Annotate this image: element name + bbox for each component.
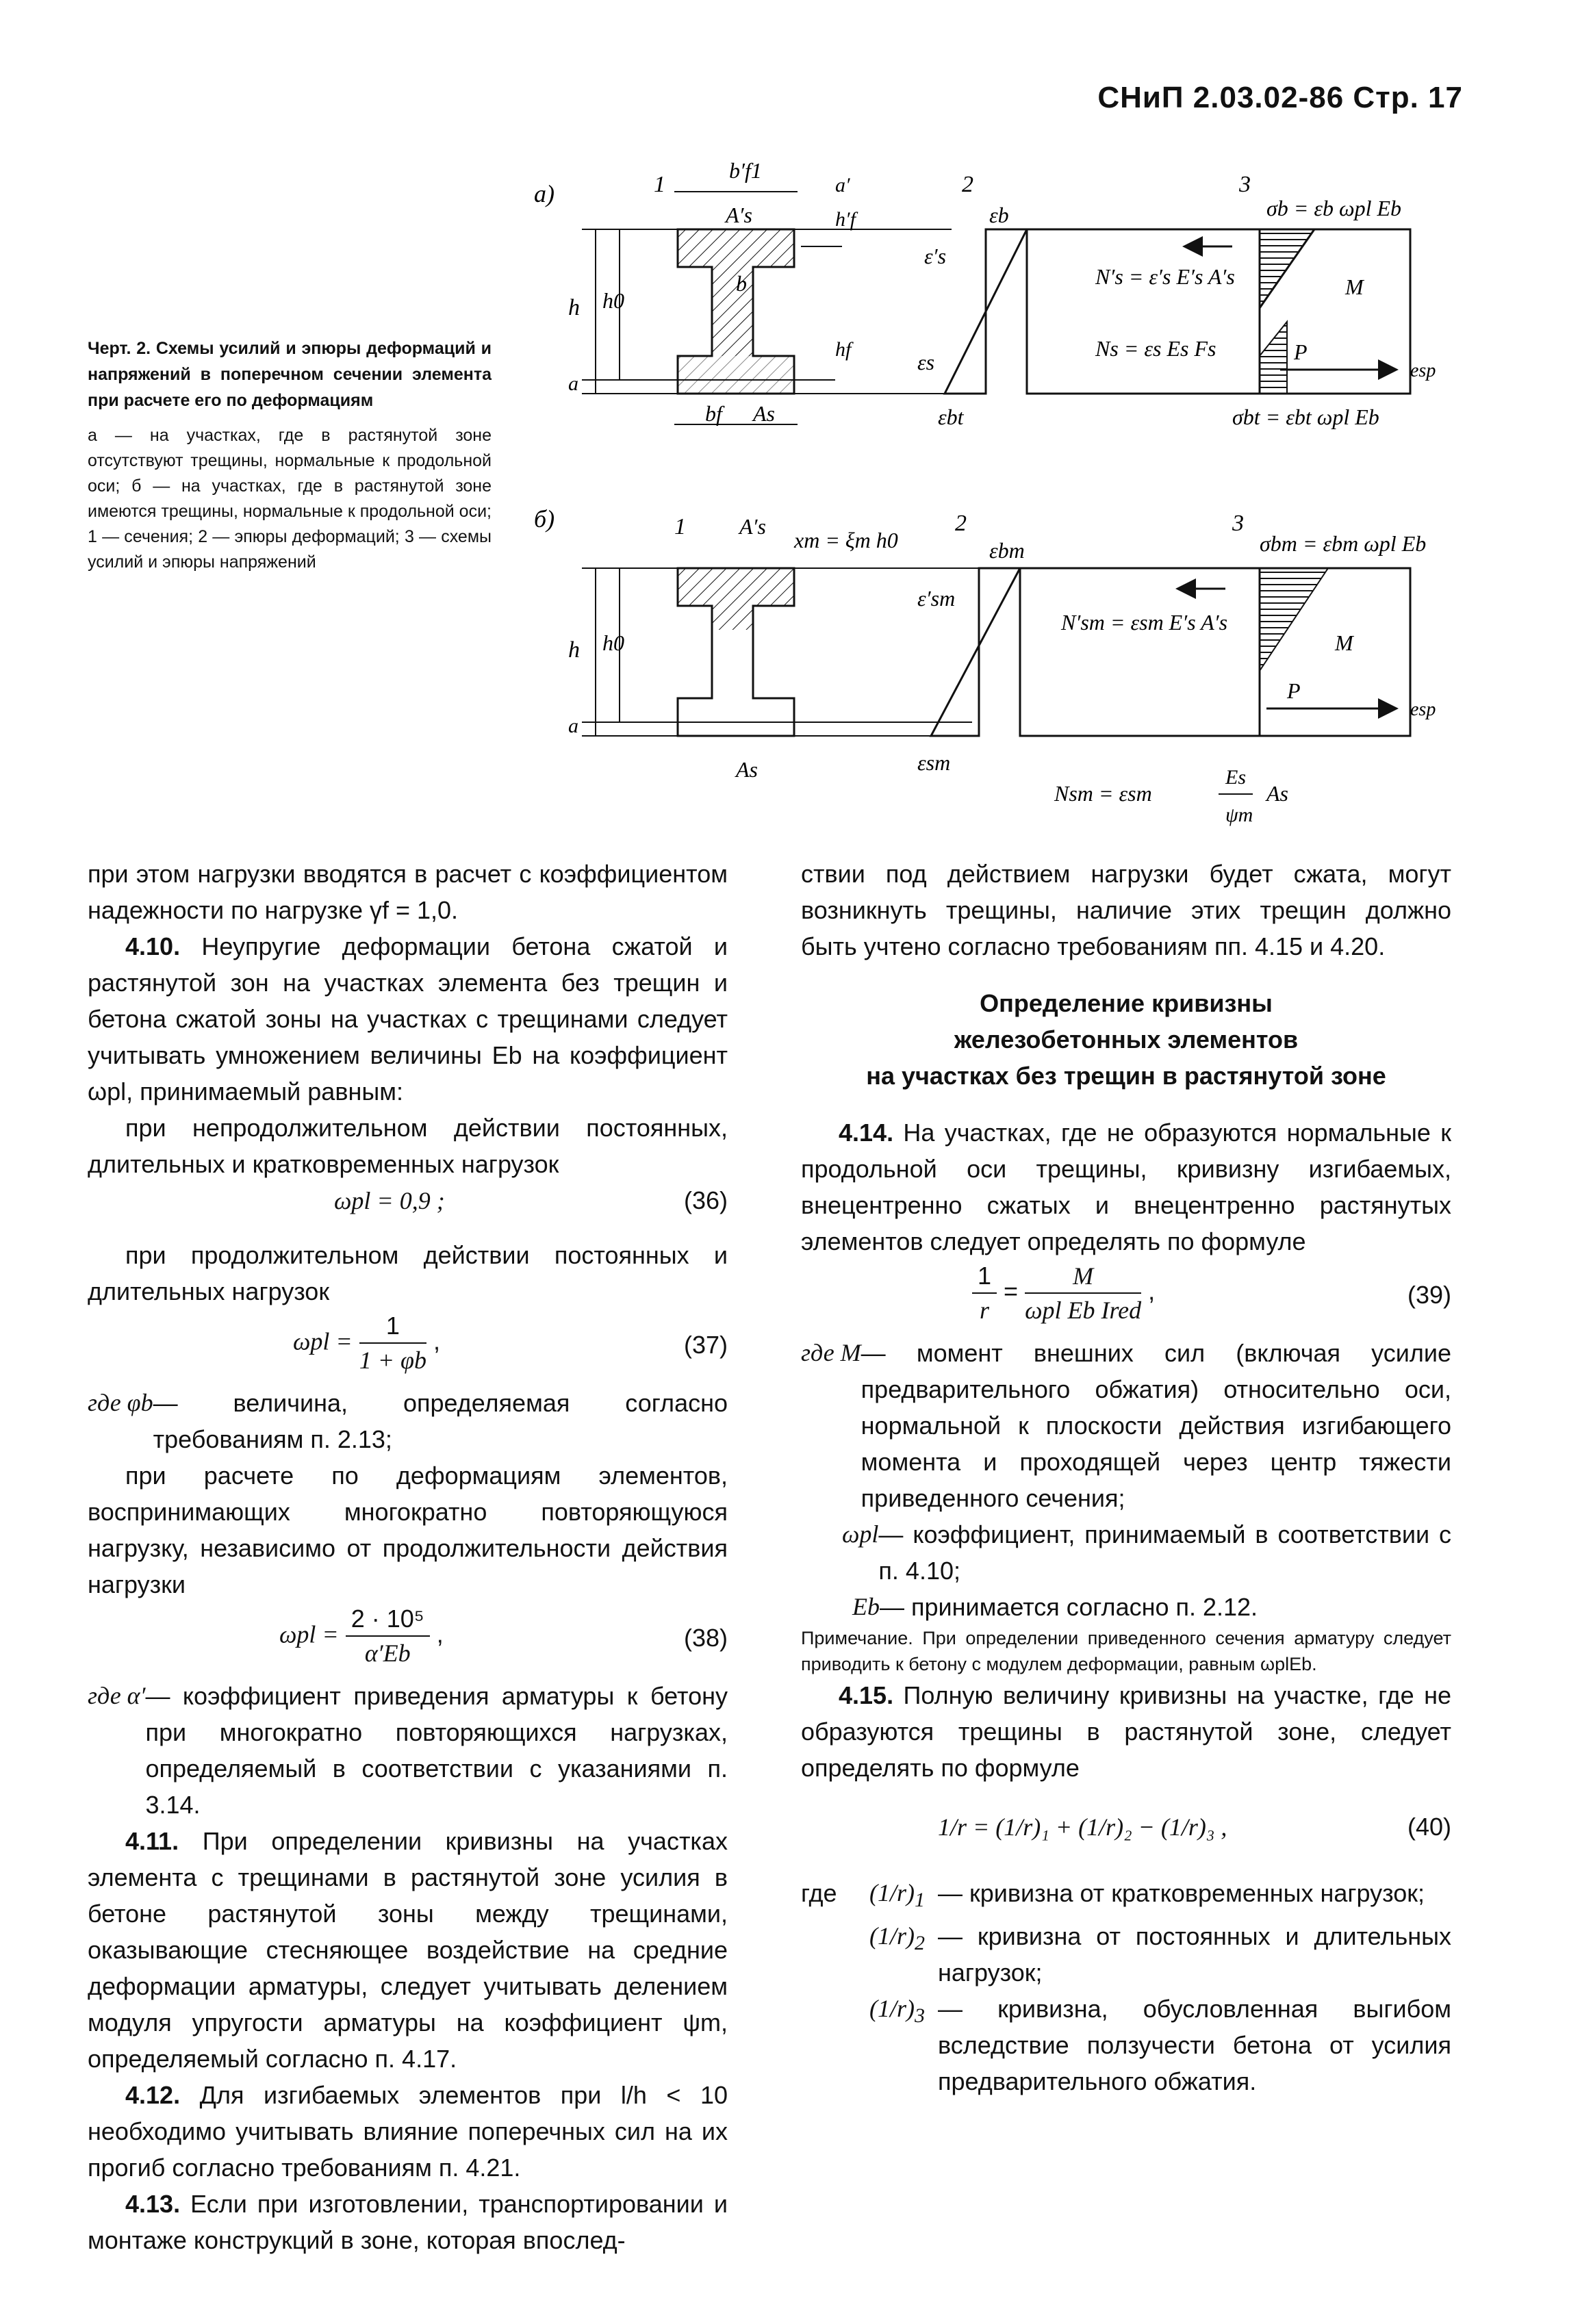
- paragraph-4-14: 4.14. На участках, где не образуются нормальные к продольной оси трещины, кривизну изгибаемых, внецентренно сжатых и внецентренно растянутых элементов следует определять по формуле: [801, 1119, 1451, 1255]
- label-sigma-bm: σbm = εbm ωpl Eb: [1260, 531, 1427, 556]
- where-alpha: где α′ — коэффициент приведения арматуры к бетону при многократно повторяющихся нагрузках, определяемый в соответствии с указаниями п. 3.14.: [88, 1682, 728, 1819]
- label-eps-s-prime: ε′s: [924, 244, 947, 268]
- label-As: As: [753, 401, 775, 426]
- label-n3-b: 3: [1232, 511, 1244, 536]
- paragraph-4-11: 4.11. При определении кривизны на участках элемента с трещинами в растянутой зоне усилия в бетоне растянутой зоны между трещинами, оказывающие стесняющее воздействие на средние деформации арматуры, следует учитывать делением модуля упругости арматуры на коэффициент ψm, определяемый согласно п. 4.17.: [88, 1827, 728, 2073]
- figure-caption: [88, 335, 492, 575]
- label-n2-b: 2: [955, 511, 967, 536]
- label-a-prime: a′: [835, 174, 850, 196]
- caption-line: 3 — схемы усилий и эпюры напряжений: [88, 527, 492, 572]
- label-eps-sm-prime: ε′sm: [917, 586, 956, 611]
- label-P-b: P: [1287, 678, 1301, 703]
- caption-line: 1 — сечения; 2 — эпюры деформаций;: [88, 527, 400, 546]
- label-Nsm: Nsm = εsm: [1054, 781, 1152, 806]
- curvature-2: $(1/r)_2$ — кривизна от постоянных и длительных нагрузок;: [869, 1922, 1451, 1987]
- caption-title: Черт. 2. Схемы усилий и эпюры деформаций и напряжений в поперечном сечении элемента при расчете его по деформациям: [88, 339, 492, 410]
- note: Примечание. При определении приведенного сечения арматуру следует приводить к бетону с модулем деформации, равным ωplEb.: [801, 1628, 1451, 1674]
- page-header: СНиП 2.03.02-86 Стр. 17: [1097, 81, 1463, 114]
- where-phi: где φb — величина, определяемая согласно требованиям п. 2.13;: [88, 1389, 728, 1453]
- label-h: h: [568, 295, 580, 320]
- formula-38: ωpl = $\frac{\text{2 · 10⁵}}{\alpha'Eb}$ , (38): [88, 1602, 728, 1678]
- paragraph: при этом нагрузки вводятся в расчет с коэффициентом надежности по нагрузке γf = 1,0.: [88, 860, 728, 924]
- label-eps-bm: εbm: [989, 538, 1025, 563]
- paragraph-4-15: 4.15. Полную величину кривизны на участке, где не образуются трещины в растянутой зоне, следует определять по формуле: [801, 1681, 1451, 1782]
- label-n1: 1: [654, 172, 665, 197]
- paragraph: при непродолжительном действии постоянных, длительных и кратковременных нагрузок: [88, 1114, 728, 1178]
- label-eps-bt: εbt: [938, 405, 964, 429]
- label-eps-sm: εsm: [917, 750, 951, 775]
- label-P-a: P: [1294, 340, 1308, 364]
- label-hf: hf: [835, 338, 852, 361]
- label-M-a: M: [1345, 274, 1364, 299]
- left-column: [88, 856, 728, 2258]
- label-As-prime: A′s: [726, 203, 752, 227]
- label-bf: bf: [705, 401, 722, 426]
- label-As-prime-b: A′s: [739, 514, 766, 539]
- paragraph: при продолжительном действии постоянных и длительных нагрузок: [88, 1241, 728, 1305]
- label-Ns-prime: N′s = ε′s E′s A′s: [1095, 264, 1235, 289]
- figure-diagram: [507, 151, 1506, 849]
- label-h-b: h: [568, 637, 580, 663]
- label-bf1: b′f1: [729, 158, 762, 183]
- paragraph-4-10: 4.10. Неупругие деформации бетона сжатой и растянутой зон на участках элемента без трещин и бетона сжатой зоны на участках с трещинами следует учитывать умножением величины Eb на коэффициент ωpl, принимаемый равным:: [88, 932, 728, 1106]
- formula-37: ωpl = $\frac{1}{1 + \varphi b}$ , (37): [88, 1310, 728, 1385]
- caption-body: [88, 423, 492, 575]
- label-Ns: Ns = εs Es Fs: [1095, 336, 1216, 361]
- where-omega: ωpl — коэффициент, принимаемый в соответствии с п. 4.10;: [842, 1520, 1451, 1585]
- label-h0-b: h0: [602, 630, 624, 655]
- section-heading: Определение кривизны железобетонных элементов на участках без трещин в растянутой зоне: [866, 989, 1386, 1090]
- label-Nsm-prime: N′sm = εsm E′s A′s: [1061, 610, 1228, 635]
- label-n3: 3: [1239, 172, 1251, 197]
- formula-40: 1/r = (1/r)₁ + (1/r)₂ − (1/r)₃ , (40): [938, 1813, 1451, 1841]
- formula-39: $\frac{1}{r}$ = $\frac{M}{\text{ωpl Eb Ired}}$ , (39): [801, 1260, 1451, 1335]
- paragraph-4-12: 4.12. Для изгибаемых элементов при l/h < 10 необходимо учитывать влияние поперечных сил на их прогиб согласно требованиям п. 4.21.: [88, 2081, 728, 2182]
- caption-line: а — на участках, где в растянутой зоне отсутствуют трещины, нормальные к продольной оси; б — на участках, где в растянутой зоне имеются трещины, нормальные к продольной оси;: [88, 426, 492, 521]
- label-a-b: a: [568, 715, 578, 737]
- label-a: а): [534, 180, 555, 207]
- curvature-1: где $(1/r)_1$ — кривизна от кратковременных нагрузок;: [801, 1879, 1425, 1912]
- label-Nsm-frac-num: Es: [1225, 766, 1246, 789]
- label-b-fig: б): [534, 505, 555, 533]
- label-eps-s: εs: [917, 350, 935, 374]
- label-xm: xm = ξm h0: [794, 528, 898, 552]
- label-eps-b: εb: [989, 203, 1009, 227]
- paragraph: ствии под действием нагрузки будет сжата, могут возникнуть трещины, наличие этих трещин должно быть учтено согласно требованиям пп. 4.15 и 4.20.: [801, 860, 1451, 960]
- label-sigma-bt: σbt = εbt ωpl Eb: [1232, 405, 1379, 429]
- formula-36: ωpl = 0,9 ; (36): [334, 1186, 728, 1214]
- label-a-small: a: [568, 372, 578, 395]
- paragraph: при расчете по деформациям элементов, воспринимающих многократно повторяющуюся нагрузку, независимо от продолжительности действия нагрузки: [88, 1461, 728, 1598]
- label-n1-b: 1: [674, 514, 686, 539]
- curvature-3: $(1/r)_3$ — кривизна, обусловленная выгибом вследствие ползучести бетона от усилия предварительного обжатия.: [869, 1995, 1451, 2096]
- label-h0: h0: [602, 288, 624, 313]
- where-M: где M — момент внешних сил (включая усилие предварительного обжатия) относительно оси, нормальной к плоскости действия изгибающего момента и проходящей через центр тяжести приведенного сечения;: [801, 1339, 1451, 1512]
- label-sigma-b: σb = εb ωpl Eb: [1266, 196, 1402, 220]
- label-esp-a: esp: [1410, 360, 1436, 381]
- where-Eb: Eb — принимается согласно п. 2.12.: [852, 1593, 1258, 1621]
- label-b: b: [736, 271, 747, 296]
- label-n2: 2: [962, 172, 973, 197]
- paragraph-4-13: 4.13. Если при изготовлении, транспортировании и монтаже конструкций в зоне, которая впослед-: [88, 2190, 728, 2254]
- label-hf-prime: h′f: [835, 208, 856, 231]
- label-Nsm-frac-den: ψm: [1225, 804, 1253, 826]
- label-As-b: As: [736, 757, 758, 782]
- label-esp-b: esp: [1410, 699, 1436, 720]
- right-column: [801, 856, 1451, 2099]
- label-Nsm-tail: As: [1266, 781, 1288, 806]
- label-M-b: M: [1335, 630, 1353, 655]
